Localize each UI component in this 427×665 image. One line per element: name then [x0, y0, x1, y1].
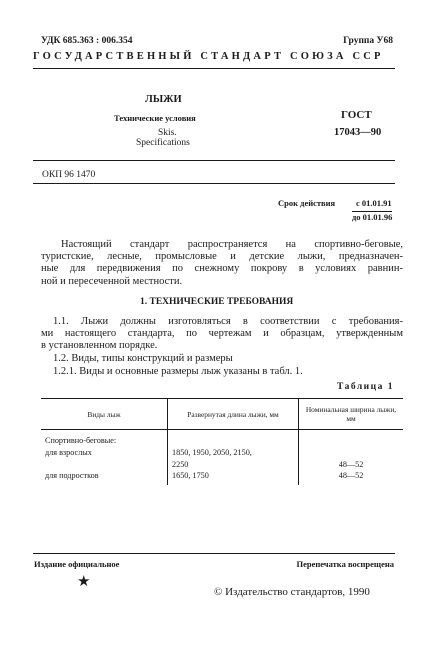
star-icon: ★ [77, 574, 91, 590]
cell-width: 48—52 [299, 470, 404, 485]
doc-title: ЛЫЖИ [145, 94, 182, 105]
col-header-type: Виды лыж [41, 399, 168, 430]
clause-1-2: 1.2. Виды, типы конструкций и размеры [53, 353, 233, 364]
cell-length: 1650, 1750 [168, 470, 299, 485]
intro-line: Настоящий стандарт распространяется на спортивно-беговые, [61, 239, 403, 250]
gost-label: ГОСТ [341, 109, 372, 121]
col-header-length: Развернутая длина лыжи, мм [168, 399, 299, 430]
official-edition: Издание официальное [34, 559, 120, 569]
table-row [41, 459, 403, 471]
clause-line: ми настоящего стандарта, по чертежам и образцам, утвержденным [41, 328, 403, 340]
cell-width [299, 447, 404, 459]
validity-from: с 01.01.91 [356, 198, 392, 208]
en-subtitle: Specifications [136, 138, 190, 148]
banner-rule [33, 68, 395, 69]
col-header-width: Номинальная ширина лыжи, мм [299, 399, 404, 430]
validity-label: Срок действия [278, 198, 336, 208]
copyright: © Издательство стандартов, 1990 [214, 586, 370, 598]
table-row [41, 430, 403, 447]
cell-width: 48—52 [299, 459, 404, 471]
footer-rule [33, 553, 395, 554]
table-row [41, 447, 403, 459]
intro-line: ной и пересеченной местности. [41, 275, 183, 287]
cell-length: 2250 [168, 459, 299, 471]
okp-code: ОКП 96 1470 [42, 170, 96, 180]
group-code: Группа У68 [343, 36, 393, 46]
cell-length: 1850, 1950, 2050, 2150, [168, 447, 299, 459]
clause-line: 1.1. Лыжи должны изготовляться в соответствии с требования- [53, 316, 403, 327]
table-row [41, 470, 403, 485]
en-title: Skis. [158, 128, 177, 138]
cell-width [299, 430, 404, 447]
udk-code: УДК 685.363 : 006.354 [41, 36, 133, 46]
state-standard-banner: ГОСУДАРСТВЕННЫЙ СТАНДАРТ СОЮЗА ССР [33, 51, 384, 62]
gost-number: 17043—90 [334, 127, 382, 138]
intro-line: туристские, лесные, промысловые и детские лыжи, предназначен- [41, 251, 403, 263]
intro-paragraph [41, 239, 403, 288]
cell-type: для взрослых [45, 447, 92, 457]
cell-length [168, 430, 299, 447]
skis-table [41, 398, 403, 485]
cell-type: для подростков [45, 471, 99, 481]
validity-to: до 01.01.96 [352, 212, 393, 222]
cell-type [41, 459, 168, 471]
cell-type: Спортивно-беговые: [45, 436, 117, 445]
table-caption: Таблица 1 [336, 382, 394, 392]
doc-subtitle: Технические условия [114, 113, 196, 123]
clause-1-1 [41, 316, 403, 353]
reprint-notice: Перепечатка воспрещена [296, 559, 394, 569]
title-rule [33, 160, 395, 161]
section-title: 1. ТЕХНИЧЕСКИЕ ТРЕБОВАНИЯ [140, 297, 294, 307]
intro-line: ные для передвижения по снежному покрову в условиях равнин- [41, 263, 403, 275]
clause-1-2-1: 1.2.1. Виды и основные размеры лыж указаны в табл. 1. [53, 366, 303, 377]
clause-line: в установленном порядке. [41, 340, 158, 352]
okp-rule [33, 183, 395, 184]
table-header-row [41, 399, 403, 430]
